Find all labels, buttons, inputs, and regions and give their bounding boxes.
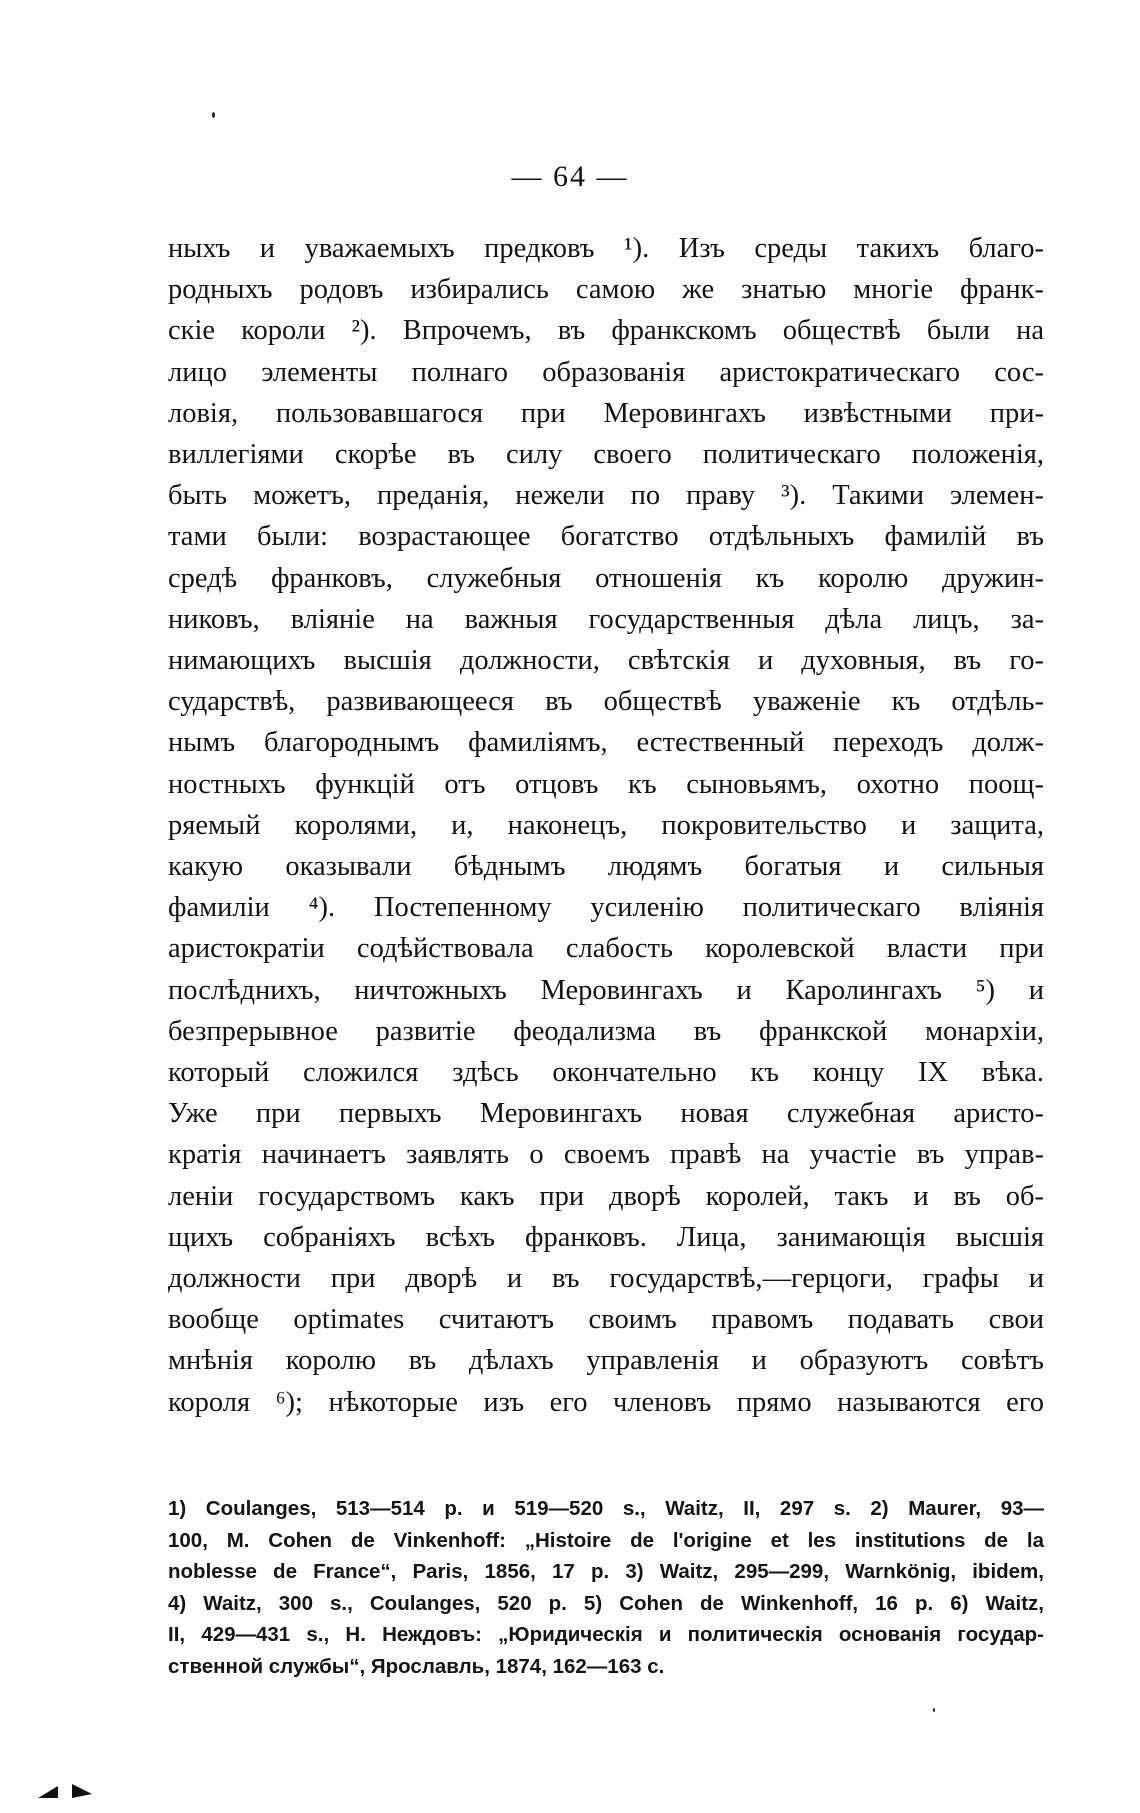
body-line: короля ⁶); нѣкоторые изъ его членовъ прямо называются его [168,1386,1044,1418]
body-line: аристократіи содѣйствовала слабость королевской власти при [168,933,1044,965]
body-line: тами были: возрастающее богатство отдѣльныхъ фамилій въ [168,521,1044,553]
body-line: безпрерывное развитіе феодализма въ франкской монархіи, [168,1015,1044,1047]
footnote-line: ственной службы“, Ярославль, 1874, 162—163 с. [168,1654,665,1678]
body-line: какую оказывали бѣднымъ людямъ богатыя и сильныя [168,851,1044,883]
footnote-line: 100, M. Cohen de Vinkenhoff: „Histoire de l'origine et les institutions de la [168,1528,1044,1552]
body-line: никовъ, вліяніе на важныя государственныя дѣла лицъ, за- [168,603,1044,635]
body-line: фамиліи ⁴). Постепенному усиленію политическаго вліянія [168,892,1044,924]
body-line: нымъ благороднымъ фамиліямъ, естественный переходъ долж- [168,727,1044,759]
body-line: виллегіями скорѣе въ силу своего политическаго положенія, [168,439,1044,471]
body-line: сударствѣ, развивающееся въ обществѣ уваженіе къ отдѣль- [168,686,1044,718]
body-line: ловія, пользовавшагося при Меровингахъ извѣстными при- [168,397,1044,429]
body-line: скіе короли ²). Впрочемъ, въ франкскомъ обществѣ были на [168,315,1044,347]
body-line: лицо элементы полнаго образованія аристократическаго сос- [168,356,1044,388]
footnote-line: 4) Waitz, 300 s., Coulanges, 520 p. 5) Cohen de Winkenhoff, 16 p. 6) Waitz, [168,1591,1044,1615]
body-line: родныхъ родовъ избирались самою же знатью многіе франк- [168,274,1044,306]
corner-ornament-left [38,1786,58,1798]
footnote-line: noblesse de France“, Paris, 1856, 17 p. 3) Waitz, 295—299, Warnkönig, ibidem, [168,1560,1044,1583]
body-line: Уже при первыхъ Меровингахъ новая служебная аристо- [168,1098,1044,1130]
corner-ornament-icon [36,1780,96,1800]
scan-speck [933,1708,935,1712]
body-line: кратія начинаетъ заявлять о своемъ правѣ на участіе въ управ- [168,1139,1044,1171]
page-number: — 64 — [511,160,629,193]
body-line: послѣднихъ, ничтожныхъ Меровингахъ и Каролингахъ ⁵) и [168,974,1044,1006]
body-text [168,228,1044,1423]
footnotes [168,1493,1044,1682]
body-line: который сложился здѣсь окончательно къ концу IX вѣка. [168,1057,1044,1089]
body-line: ныхъ и уважаемыхъ предковъ ¹). Изъ среды такихъ благо- [168,233,1044,264]
body-line: щихъ собраніяхъ всѣхъ франковъ. Лица, занимающія высшія [168,1221,1044,1253]
body-line: быть можетъ, преданія, нежели по праву ³). Такими элемен- [168,480,1044,512]
body-line: ряемый королями, и, наконецъ, покровительство и защита, [168,809,1044,841]
body-line: леніи государствомъ какъ при дворѣ королей, такъ и въ об- [168,1180,1044,1212]
scan-speck [212,112,215,118]
body-line: мнѣнія королю въ дѣлахъ управленія и образуютъ совѣтъ [168,1345,1044,1377]
body-line: должности при дворѣ и въ государствѣ,—герцоги, графы и [168,1263,1044,1295]
body-line: средѣ франковъ, служебныя отношенія къ королю дружин- [168,562,1044,594]
body-line: нимающихъ высшія должности, свѣтскія и духовныя, въ го- [168,645,1044,677]
footnote-line: 1) Coulanges, 513—514 p. и 519—520 s., Waitz, II, 297 s. 2) Maurer, 93— [168,1497,1044,1520]
body-line: вообще optimates считаютъ своимъ правомъ подавать свои [168,1304,1044,1336]
corner-ornament-right [72,1784,92,1798]
footnote-line: II, 429—431 s., Н. Неждовъ: „Юридическія и политическія основанія государ- [168,1623,1044,1646]
body-line: ностныхъ функцій отъ отцовъ къ сыновьямъ, охотно поощ- [168,768,1044,800]
